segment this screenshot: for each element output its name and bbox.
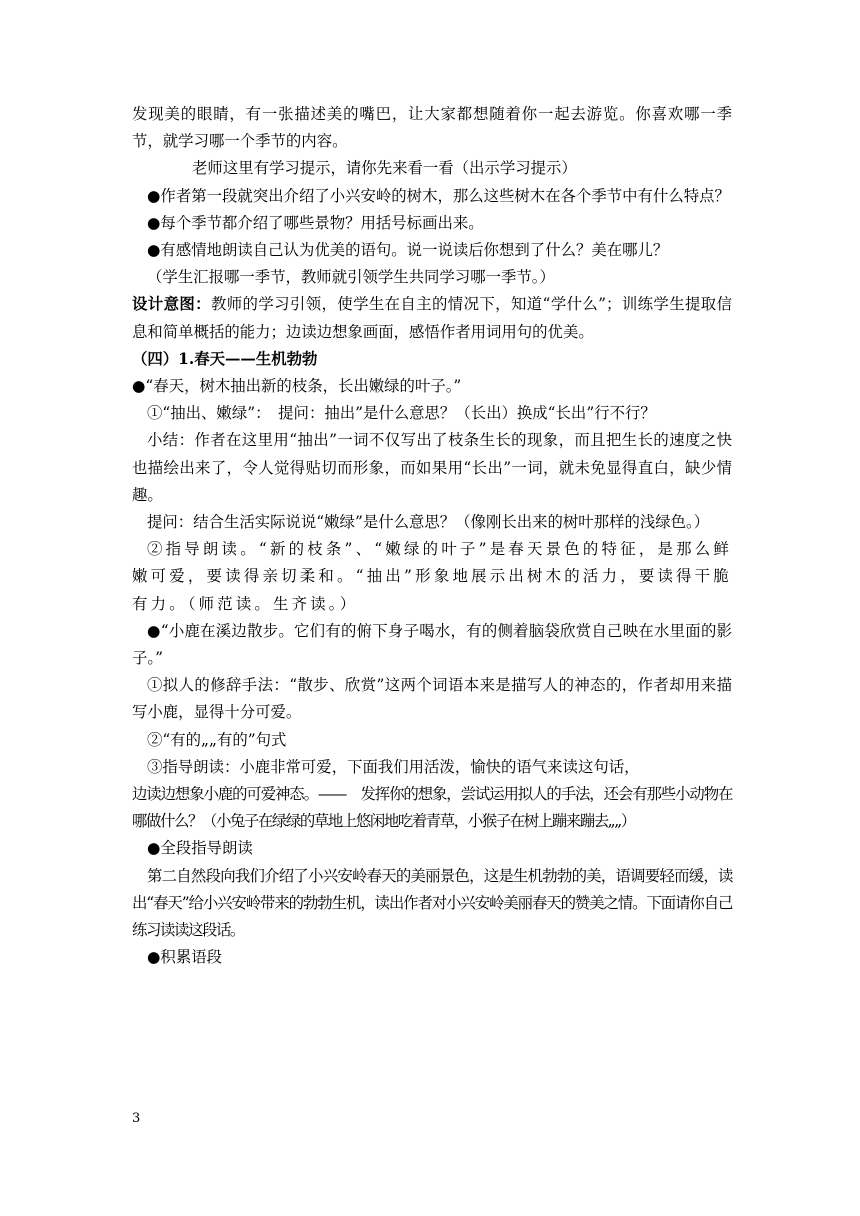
- design-intent-label: 设计意图：: [132, 295, 211, 314]
- paragraph-design-intent: [132, 291, 732, 345]
- section-heading-spring: （四）1.春天——生机勃勃: [132, 349, 318, 368]
- paragraph-sentence-pattern: ②“有的„„有的”句式: [147, 730, 287, 749]
- paragraph-imagination: 边读边想象小鹿的可爱神态。—— 发挥你的想象，尝试运用拟人的手法，还会有那些小动物在哪做什么？（小兔子在绿绿的草地上悠闲地吃着青草，小猴子在树上蹦来蹦去„„）: [132, 785, 732, 831]
- paragraph-intro: 发现美的眼睛，有一张描述美的嘴巴，让大家都想随着你一起去游览。你喜欢哪一季节，就学习哪一个季节的内容。: [132, 105, 732, 151]
- hint-item-1: ●作者第一段就突出介绍了小兴安岭的树木，那么这些树木在各个季节中有什么特点？: [147, 186, 730, 205]
- paragraph-reading-deer: ③指导朗读：小鹿非常可爱，下面我们用活泼，愉快的语气来读这句话，: [147, 757, 640, 776]
- paragraph-summary: 小结：作者在这里用“抽出”一词不仅写出了枝条生长的现象，而且把生长的速度之快也描绘出来了，令人觉得贴切而形象，而如果用“长出”一词，就未免显得直白，缺少情趣。: [132, 431, 732, 504]
- quote-spring-trees: ●“春天，树木抽出新的枝条，长出嫩绿的叶子。”: [132, 377, 462, 396]
- quote-deer: ●“小鹿在溪边散步。它们有的俯下身子喝水，有的侧着脑袋欣赏自己映在水里面的影子。”: [132, 621, 732, 668]
- document-body: [132, 101, 732, 972]
- paragraph-student-report: （学生汇报哪一季节，教师就引领学生共同学习哪一季节。）: [147, 268, 555, 287]
- hint-item-3: ●有感情地朗读自己认为优美的语句。说一说读后你想到了什么？美在哪儿？: [147, 241, 669, 260]
- paragraph-second-section: 第二自然段向我们介绍了小兴安岭春天的美丽景色，这是生机勃勃的美，语调要轻而缓，读出“春天”给小兴安岭带来的勃勃生机，读出作者对小兴安岭美丽春天的赞美之情。下面请你自己练习读读这段话。: [132, 866, 732, 940]
- hint-item-2: ●每个季节都介绍了哪些景物？用括号标画出来。: [147, 213, 484, 232]
- paragraph-question-nenlv: 提问：结合生活实际说说“嫩绿”是什么意思？（像刚长出来的树叶那样的浅绿色。）: [147, 513, 710, 532]
- paragraph-word-choushu: ①“抽出、嫩绿”： 提问：抽出”是什么意思？（长出）换成“长出”行不行？: [147, 404, 656, 423]
- page-number: 3: [132, 1111, 141, 1126]
- paragraph-accumulate: ●积累语段: [147, 948, 222, 967]
- paragraph-hint-intro: 老师这里有学习提示，请你先来看一看（出示学习提示）: [192, 159, 577, 178]
- paragraph-reading-guide: ②指导朗读。“新的枝条”、“嫩绿的叶子”是春天景色的特征，是那么鲜嫩可爱，要读得亲切柔和。“抽出”形象地展示出树木的活力，要读得干脆有力。（师范读。生齐读。）: [132, 540, 732, 613]
- design-intent-text: 教师的学习引领，使学生在自主的情况下，知道“学什么”；训练学生提取信息和简单概括的能力；边读边想象画面，感悟作者用词用句的优美。: [132, 295, 732, 341]
- paragraph-full-reading: ●全段指导朗读: [147, 839, 253, 858]
- paragraph-personification: ①拟人的修辞手法：“散步、欣赏”这两个词语本来是描写人的神态的，作者却用来描写小鹿，显得十分可爱。: [132, 676, 732, 722]
